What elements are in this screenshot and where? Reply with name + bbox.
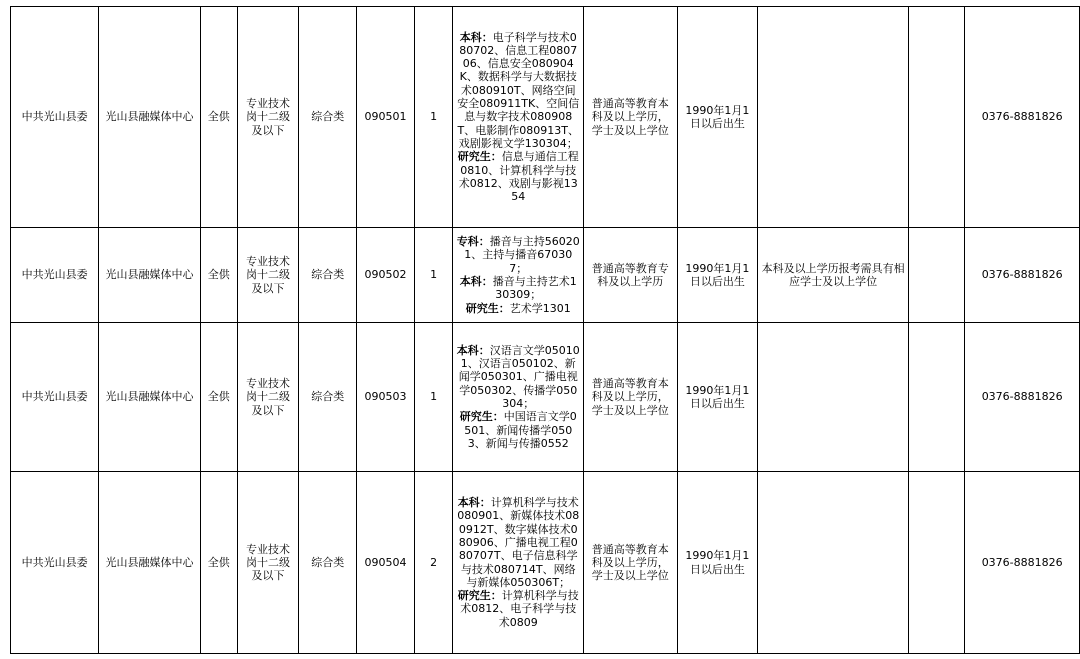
major-label: 专科：: [456, 235, 490, 249]
dept-cell: 中共光山县委: [11, 7, 99, 228]
major-label: 本科：: [457, 496, 491, 510]
dept-cell: 中共光山县委: [11, 472, 99, 654]
count-cell: 1: [414, 323, 453, 472]
category-cell: 综合类: [299, 7, 357, 228]
category-cell: 综合类: [299, 323, 357, 472]
education-cell: 普通高等教育本科及以上学历，学士及以上学位: [584, 323, 678, 472]
major-text: 信息与通信工程0810、计算机科学与技术0812、戏剧与影视1354: [458, 150, 579, 204]
major-label: 研究生：: [465, 301, 510, 315]
code-cell: 090502: [357, 228, 415, 323]
unit-cell: 光山县融媒体中心: [99, 228, 201, 323]
table-row: [11, 323, 1080, 472]
code-cell: 090504: [357, 472, 415, 654]
category-cell: 综合类: [299, 472, 357, 654]
unit-cell: 光山县融媒体中心: [99, 472, 201, 654]
phone-cell: 0376-8881826: [965, 228, 1080, 323]
major-text: 艺术学1301: [509, 301, 571, 315]
age-cell: 1990年1月1日以后出生: [677, 472, 758, 654]
major-label: 研究生：: [459, 410, 504, 424]
major-text: 汉语言文学050101、汉语言050102、新闻学050301、广播电视学050302、传播学050304；: [458, 343, 580, 410]
phone-cell: 0376-8881826: [965, 472, 1080, 654]
level-cell: 专业技术岗十二级及以下: [237, 472, 299, 654]
phone-cell: 0376-8881826: [965, 323, 1080, 472]
remark-cell: [909, 228, 965, 323]
remark-cell: [909, 323, 965, 472]
phone-cell: 0376-8881826: [965, 7, 1080, 228]
table-row: [11, 228, 1080, 323]
other-cell: [758, 323, 909, 472]
major-label: 研究生：: [457, 150, 502, 164]
major-text: 中国语言文学0501、新闻传播学0503、新闻与传播0552: [464, 410, 577, 450]
level-cell: 专业技术岗十二级及以下: [237, 323, 299, 472]
major-cell: [453, 7, 584, 228]
funding-cell: 全供: [200, 7, 237, 228]
funding-cell: 全供: [200, 472, 237, 654]
other-cell: [758, 472, 909, 654]
unit-cell: 光山县融媒体中心: [99, 323, 201, 472]
major-text: 播音与主持560201、主持与播音670307；: [464, 235, 580, 275]
remark-cell: [909, 7, 965, 228]
level-cell: 专业技术岗十二级及以下: [237, 7, 299, 228]
count-cell: 1: [414, 7, 453, 228]
positions-table: [10, 6, 1080, 654]
funding-cell: 全供: [200, 323, 237, 472]
age-cell: 1990年1月1日以后出生: [677, 228, 758, 323]
education-cell: 普通高等教育专科及以上学历: [584, 228, 678, 323]
age-cell: 1990年1月1日以后出生: [677, 323, 758, 472]
code-cell: 090501: [357, 7, 415, 228]
level-cell: 专业技术岗十二级及以下: [237, 228, 299, 323]
major-text: 播音与主持艺术130309；: [492, 275, 577, 302]
major-cell: [453, 228, 584, 323]
other-cell: 本科及以上学历报考需具有相应学士及以上学位: [758, 228, 909, 323]
count-cell: 1: [414, 228, 453, 323]
dept-cell: 中共光山县委: [11, 228, 99, 323]
major-text: 计算机科学与技术080901、新媒体技术080912T、数字媒体技术080906、广播电视工程080707T、电子信息科学与技术080714T、网络与新媒体050306T；: [457, 496, 580, 589]
code-cell: 090503: [357, 323, 415, 472]
table-row: [11, 472, 1080, 654]
major-label: 本科：: [459, 275, 493, 288]
major-text: 电子科学与技术080702、信息工程080706、信息安全080904K、数据科学与大数据技术080910T、网络空间安全080911TK、空间信息与数字技术080908T、电影制作080913T、戏剧影视文学130304；: [457, 30, 580, 150]
other-cell: [758, 7, 909, 228]
major-label: 本科：: [459, 30, 493, 44]
major-cell: [453, 323, 584, 472]
dept-cell: 中共光山县委: [11, 323, 99, 472]
major-text: 计算机科学与技术0812、电子科学与技术0809: [460, 589, 579, 629]
education-cell: 普通高等教育本科及以上学历，学士及以上学位: [584, 472, 678, 654]
remark-cell: [909, 472, 965, 654]
count-cell: 2: [414, 472, 453, 654]
funding-cell: 全供: [200, 228, 237, 323]
education-cell: 普通高等教育本科及以上学历，学士及以上学位: [584, 7, 678, 228]
age-cell: 1990年1月1日以后出生: [677, 7, 758, 228]
unit-cell: 光山县融媒体中心: [99, 7, 201, 228]
major-label: 本科：: [456, 343, 490, 357]
major-cell: [453, 472, 584, 654]
major-label: 研究生：: [457, 589, 502, 603]
category-cell: 综合类: [299, 228, 357, 323]
table-row: [11, 7, 1080, 228]
